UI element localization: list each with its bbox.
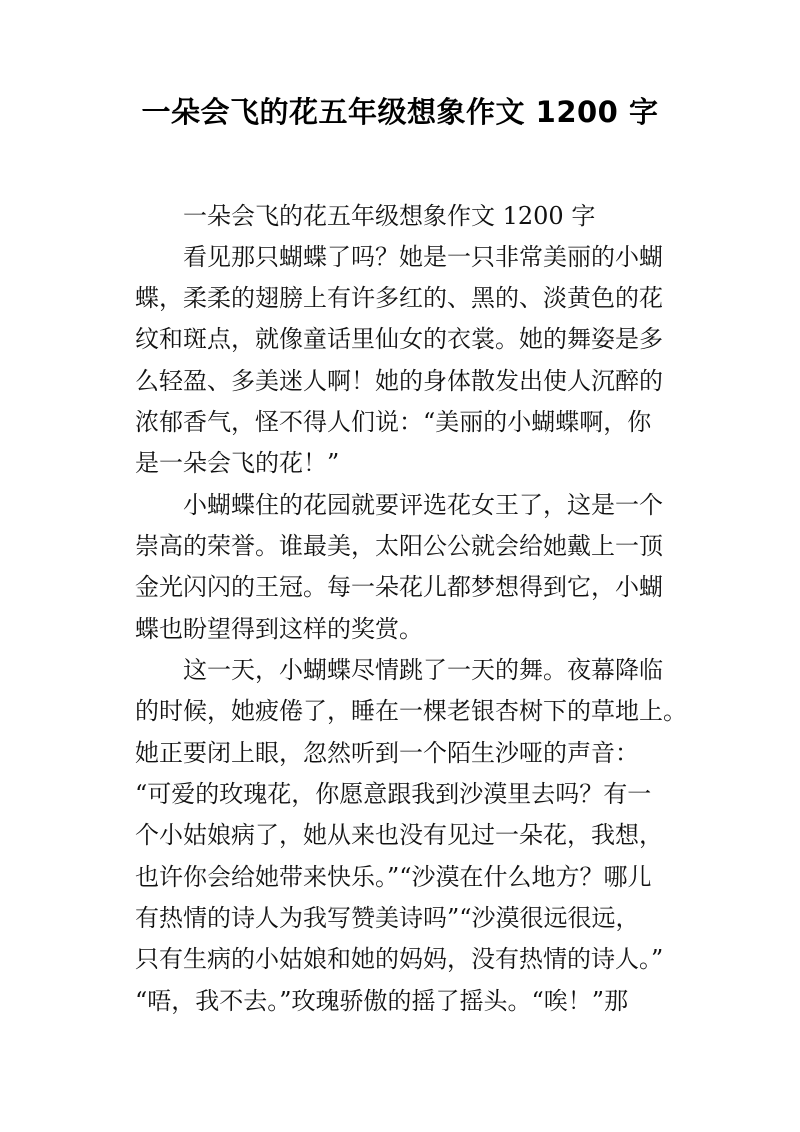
body-line: “可爱的玫瑰花，你愿意跟我到沙漠里去吗？有一 (135, 780, 652, 808)
body-line: 的时候，她疲倦了，睡在一棵老银杏树下的草地上。 (135, 697, 687, 725)
body-line: 蝶也盼望得到这样的奖赏。 (135, 615, 423, 643)
body-line: “唔，我不去。”玫瑰骄傲的摇了摇头。“唉！”那 (135, 987, 629, 1015)
body-line: 她正要闭上眼，忽然听到一个陌生沙哑的声音： (135, 739, 639, 767)
body-line: 么轻盈、多美迷人啊！她的身体散发出使人沉醉的 (135, 367, 663, 395)
document-title: 一朵会飞的花五年级想象作文 1200 字 (141, 95, 659, 129)
body-line: 这一天，小蝴蝶尽情跳了一天的舞。夜幕降临 (183, 656, 663, 684)
body-line: 是一朵会飞的花！” (135, 449, 340, 477)
body-line: 只有生病的小姑娘和她的妈妈，没有热情的诗人。” (135, 945, 664, 973)
body-line: 蝶，柔柔的翅膀上有许多红的、黑的、淡黄色的花 (135, 284, 663, 312)
body-line: 有热情的诗人为我写赞美诗吗”“沙漠很远很远， (135, 904, 640, 932)
subtitle-line: 一朵会飞的花五年级想象作文 1200 字 (183, 202, 596, 230)
body-line: 纹和斑点，就像童话里仙女的衣裳。她的舞姿是多 (135, 325, 663, 353)
body-line: 崇高的荣誉。谁最美，太阳公公就会给她戴上一顶 (135, 532, 663, 560)
body-line: 金光闪闪的王冠。每一朵花儿都梦想得到它，小蝴 (135, 573, 663, 601)
body-line: 浓郁香气，怪不得人们说：“美丽的小蝴蝶啊，你 (135, 408, 652, 436)
body-line: 也许你会给她带来快乐。”“沙漠在什么地方？哪儿 (135, 863, 652, 891)
body-line: 看见那只蝴蝶了吗？她是一只非常美丽的小蝴 (183, 243, 663, 271)
body-line: 个小姑娘病了，她从来也没有见过一朵花，我想， (135, 821, 663, 849)
body-line: 小蝴蝶住的花园就要评选花女王了，这是一个 (183, 491, 663, 519)
